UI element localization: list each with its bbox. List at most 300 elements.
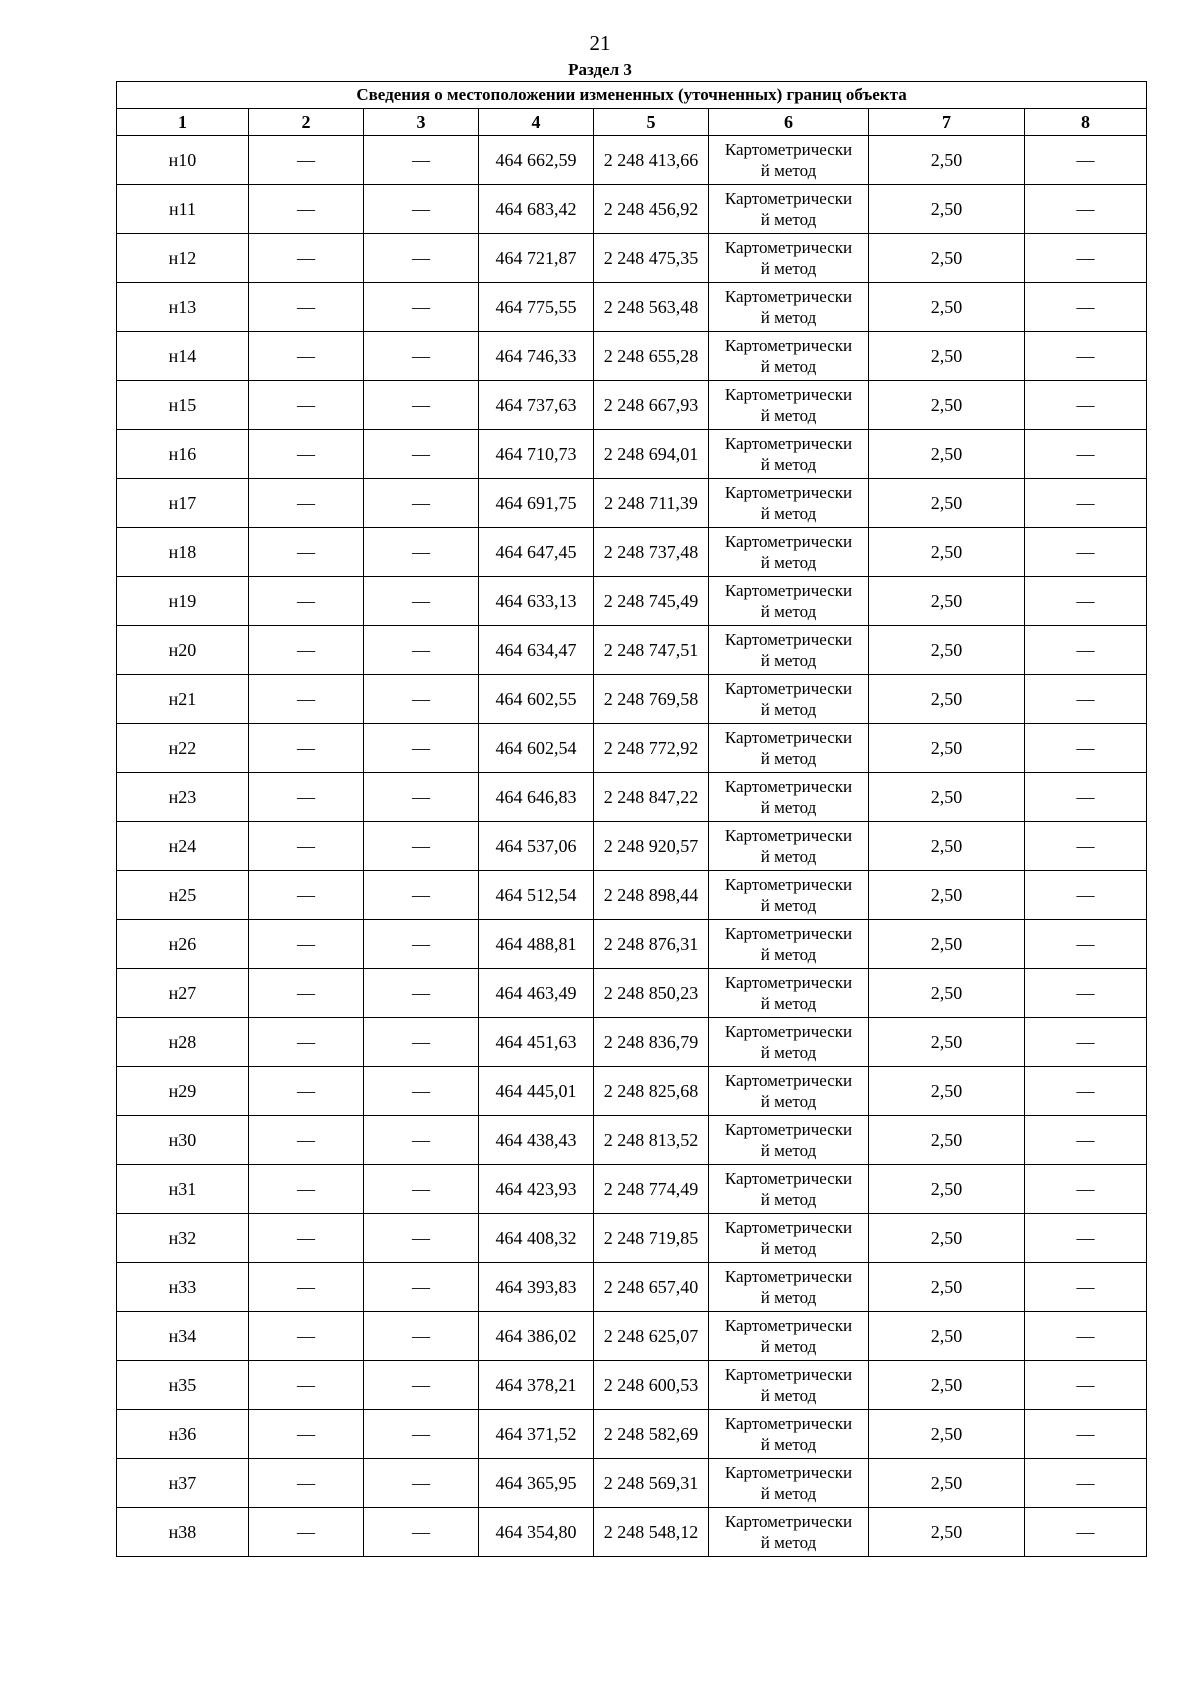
method-text-line-2: й метод [760, 1484, 817, 1503]
table-row [117, 332, 1147, 381]
y-coordinate-cell: 2 248 747,51 [594, 626, 709, 675]
point-name-cell: н12 [117, 234, 249, 283]
method-text-line-2: й метод [760, 1092, 817, 1111]
accuracy-cell: 2,50 [869, 381, 1025, 430]
column-3-cell: — [364, 1263, 479, 1312]
method-cell [709, 920, 869, 969]
table-row [117, 528, 1147, 577]
point-name-cell: н14 [117, 332, 249, 381]
table-row [117, 1067, 1147, 1116]
accuracy-cell: 2,50 [869, 1214, 1025, 1263]
y-coordinate-cell: 2 248 413,66 [594, 136, 709, 185]
accuracy-cell: 2,50 [869, 626, 1025, 675]
method-text-line-2: й метод [760, 259, 817, 278]
method-cell [709, 969, 869, 1018]
point-name-cell: н30 [117, 1116, 249, 1165]
method-text-line-1: Картометрически [724, 1169, 853, 1188]
accuracy-cell: 2,50 [869, 185, 1025, 234]
column-3-cell: — [364, 1018, 479, 1067]
x-coordinate-cell: 464 386,02 [479, 1312, 594, 1361]
x-coordinate-cell: 464 378,21 [479, 1361, 594, 1410]
column-3-cell: — [364, 528, 479, 577]
table-row [117, 1165, 1147, 1214]
method-text-line-1: Картометрически [724, 1365, 853, 1384]
y-coordinate-cell: 2 248 745,49 [594, 577, 709, 626]
column-2-cell: — [249, 1214, 364, 1263]
method-cell [709, 1312, 869, 1361]
point-name-cell: н32 [117, 1214, 249, 1263]
method-text-line-2: й метод [760, 455, 817, 474]
column-3-cell: — [364, 1361, 479, 1410]
x-coordinate-cell: 464 512,54 [479, 871, 594, 920]
method-text-line-2: й метод [760, 1337, 817, 1356]
method-text-line-1: Картометрически [724, 238, 853, 257]
column-2-cell: — [249, 1116, 364, 1165]
column-2-cell: — [249, 1410, 364, 1459]
method-text-line-1: Картометрически [724, 1120, 853, 1139]
method-text-line-1: Картометрически [724, 728, 853, 747]
point-name-cell: н29 [117, 1067, 249, 1116]
x-coordinate-cell: 464 371,52 [479, 1410, 594, 1459]
x-coordinate-cell: 464 737,63 [479, 381, 594, 430]
method-cell [709, 1361, 869, 1410]
method-cell [709, 136, 869, 185]
accuracy-cell: 2,50 [869, 430, 1025, 479]
column-2-cell: — [249, 626, 364, 675]
method-text-line-1: Картометрически [724, 532, 853, 551]
accuracy-cell: 2,50 [869, 1312, 1025, 1361]
column-3-cell: — [364, 871, 479, 920]
method-text-line-1: Картометрически [724, 1316, 853, 1335]
method-cell [709, 675, 869, 724]
table-row [117, 381, 1147, 430]
table-row [117, 283, 1147, 332]
column-8-cell: — [1025, 724, 1147, 773]
column-3-cell: — [364, 283, 479, 332]
column-number: 2 [249, 109, 364, 136]
table-caption-row [117, 82, 1147, 109]
point-name-cell: н17 [117, 479, 249, 528]
y-coordinate-cell: 2 248 667,93 [594, 381, 709, 430]
column-8-cell: — [1025, 136, 1147, 185]
method-text-line-1: Картометрически [724, 1267, 853, 1286]
column-3-cell: — [364, 234, 479, 283]
column-3-cell: — [364, 1165, 479, 1214]
method-text-line-2: й метод [760, 1141, 817, 1160]
point-name-cell: н15 [117, 381, 249, 430]
column-3-cell: — [364, 479, 479, 528]
x-coordinate-cell: 464 365,95 [479, 1459, 594, 1508]
column-2-cell: — [249, 1459, 364, 1508]
table-row [117, 626, 1147, 675]
accuracy-cell: 2,50 [869, 871, 1025, 920]
point-name-cell: н10 [117, 136, 249, 185]
method-text-line-2: й метод [760, 357, 817, 376]
accuracy-cell: 2,50 [869, 332, 1025, 381]
point-name-cell: н11 [117, 185, 249, 234]
accuracy-cell: 2,50 [869, 724, 1025, 773]
x-coordinate-cell: 464 647,45 [479, 528, 594, 577]
method-text-line-2: й метод [760, 896, 817, 915]
column-8-cell: — [1025, 430, 1147, 479]
column-3-cell: — [364, 1459, 479, 1508]
y-coordinate-cell: 2 248 655,28 [594, 332, 709, 381]
column-number: 8 [1025, 109, 1147, 136]
y-coordinate-cell: 2 248 711,39 [594, 479, 709, 528]
column-2-cell: — [249, 430, 364, 479]
column-3-cell: — [364, 381, 479, 430]
x-coordinate-cell: 464 393,83 [479, 1263, 594, 1312]
column-8-cell: — [1025, 528, 1147, 577]
method-text-line-2: й метод [760, 945, 817, 964]
y-coordinate-cell: 2 248 548,12 [594, 1508, 709, 1557]
column-8-cell: — [1025, 675, 1147, 724]
method-text-line-1: Картометрически [724, 140, 853, 159]
column-2-cell: — [249, 577, 364, 626]
accuracy-cell: 2,50 [869, 969, 1025, 1018]
column-8-cell: — [1025, 577, 1147, 626]
method-cell [709, 1165, 869, 1214]
table-row [117, 724, 1147, 773]
column-8-cell: — [1025, 1459, 1147, 1508]
column-2-cell: — [249, 283, 364, 332]
y-coordinate-cell: 2 248 694,01 [594, 430, 709, 479]
column-3-cell: — [364, 1067, 479, 1116]
table-row [117, 185, 1147, 234]
accuracy-cell: 2,50 [869, 1067, 1025, 1116]
y-coordinate-cell: 2 248 582,69 [594, 1410, 709, 1459]
table-row [117, 1361, 1147, 1410]
x-coordinate-cell: 464 634,47 [479, 626, 594, 675]
column-3-cell: — [364, 577, 479, 626]
method-text-line-2: й метод [760, 161, 817, 180]
method-cell [709, 528, 869, 577]
x-coordinate-cell: 464 691,75 [479, 479, 594, 528]
column-8-cell: — [1025, 1165, 1147, 1214]
method-text-line-1: Картометрически [724, 875, 853, 894]
method-text-line-2: й метод [760, 994, 817, 1013]
x-coordinate-cell: 464 646,83 [479, 773, 594, 822]
column-8-cell: — [1025, 871, 1147, 920]
column-3-cell: — [364, 920, 479, 969]
column-2-cell: — [249, 1263, 364, 1312]
column-2-cell: — [249, 234, 364, 283]
y-coordinate-cell: 2 248 825,68 [594, 1067, 709, 1116]
column-2-cell: — [249, 1165, 364, 1214]
x-coordinate-cell: 464 438,43 [479, 1116, 594, 1165]
method-text-line-2: й метод [760, 1190, 817, 1209]
column-2-cell: — [249, 381, 364, 430]
table-row [117, 136, 1147, 185]
accuracy-cell: 2,50 [869, 1018, 1025, 1067]
table-caption: Сведения о местоположении измененных (уточненных) границ объекта [117, 82, 1147, 109]
accuracy-cell: 2,50 [869, 136, 1025, 185]
accuracy-cell: 2,50 [869, 1165, 1025, 1214]
method-cell [709, 1263, 869, 1312]
point-name-cell: н27 [117, 969, 249, 1018]
method-cell [709, 185, 869, 234]
accuracy-cell: 2,50 [869, 283, 1025, 332]
column-2-cell: — [249, 528, 364, 577]
point-name-cell: н36 [117, 1410, 249, 1459]
column-number: 5 [594, 109, 709, 136]
accuracy-cell: 2,50 [869, 234, 1025, 283]
table-row [117, 675, 1147, 724]
method-text-line-1: Картометрически [724, 630, 853, 649]
method-text-line-2: й метод [760, 308, 817, 327]
point-name-cell: н18 [117, 528, 249, 577]
method-text-line-1: Картометрически [724, 973, 853, 992]
method-text-line-1: Картометрически [724, 1218, 853, 1237]
table-body [117, 136, 1147, 1557]
method-text-line-2: й метод [760, 210, 817, 229]
x-coordinate-cell: 464 463,49 [479, 969, 594, 1018]
point-name-cell: н21 [117, 675, 249, 724]
method-text-line-2: й метод [760, 847, 817, 866]
column-8-cell: — [1025, 1361, 1147, 1410]
column-8-cell: — [1025, 1410, 1147, 1459]
point-name-cell: н13 [117, 283, 249, 332]
accuracy-cell: 2,50 [869, 1361, 1025, 1410]
table-row [117, 1312, 1147, 1361]
accuracy-cell: 2,50 [869, 528, 1025, 577]
column-3-cell: — [364, 332, 479, 381]
column-8-cell: — [1025, 1214, 1147, 1263]
method-text-line-1: Картометрически [724, 189, 853, 208]
x-coordinate-cell: 464 488,81 [479, 920, 594, 969]
table-row [117, 1263, 1147, 1312]
x-coordinate-cell: 464 445,01 [479, 1067, 594, 1116]
y-coordinate-cell: 2 248 836,79 [594, 1018, 709, 1067]
table-row [117, 430, 1147, 479]
y-coordinate-cell: 2 248 456,92 [594, 185, 709, 234]
column-8-cell: — [1025, 969, 1147, 1018]
accuracy-cell: 2,50 [869, 920, 1025, 969]
x-coordinate-cell: 464 602,54 [479, 724, 594, 773]
table-row [117, 920, 1147, 969]
y-coordinate-cell: 2 248 850,23 [594, 969, 709, 1018]
column-8-cell: — [1025, 626, 1147, 675]
accuracy-cell: 2,50 [869, 1116, 1025, 1165]
method-text-line-2: й метод [760, 406, 817, 425]
method-cell [709, 479, 869, 528]
method-text-line-1: Картометрически [724, 1071, 853, 1090]
x-coordinate-cell: 464 710,73 [479, 430, 594, 479]
method-text-line-2: й метод [760, 700, 817, 719]
column-8-cell: — [1025, 234, 1147, 283]
accuracy-cell: 2,50 [869, 479, 1025, 528]
column-2-cell: — [249, 773, 364, 822]
column-2-cell: — [249, 871, 364, 920]
column-2-cell: — [249, 1018, 364, 1067]
column-2-cell: — [249, 969, 364, 1018]
accuracy-cell: 2,50 [869, 577, 1025, 626]
y-coordinate-cell: 2 248 772,92 [594, 724, 709, 773]
column-number: 1 [117, 109, 249, 136]
table-row [117, 773, 1147, 822]
method-cell [709, 332, 869, 381]
table-row [117, 1214, 1147, 1263]
method-text-line-1: Картометрически [724, 777, 853, 796]
table-row [117, 577, 1147, 626]
y-coordinate-cell: 2 248 600,53 [594, 1361, 709, 1410]
point-name-cell: н33 [117, 1263, 249, 1312]
method-text-line-1: Картометрически [724, 1022, 853, 1041]
method-text-line-2: й метод [760, 553, 817, 572]
column-2-cell: — [249, 675, 364, 724]
method-cell [709, 1508, 869, 1557]
method-text-line-2: й метод [760, 651, 817, 670]
x-coordinate-cell: 464 354,80 [479, 1508, 594, 1557]
method-text-line-2: й метод [760, 1435, 817, 1454]
y-coordinate-cell: 2 248 737,48 [594, 528, 709, 577]
method-text-line-1: Картометрически [724, 1512, 853, 1531]
column-8-cell: — [1025, 381, 1147, 430]
table-row [117, 479, 1147, 528]
column-3-cell: — [364, 1116, 479, 1165]
column-8-cell: — [1025, 1508, 1147, 1557]
method-text-line-2: й метод [760, 602, 817, 621]
column-8-cell: — [1025, 773, 1147, 822]
method-text-line-1: Картометрически [724, 924, 853, 943]
column-3-cell: — [364, 969, 479, 1018]
column-3-cell: — [364, 773, 479, 822]
column-3-cell: — [364, 136, 479, 185]
column-8-cell: — [1025, 1018, 1147, 1067]
column-number: 6 [709, 109, 869, 136]
method-text-line-2: й метод [760, 1043, 817, 1062]
section-title: Раздел 3 [568, 60, 632, 79]
point-name-cell: н19 [117, 577, 249, 626]
table-row [117, 822, 1147, 871]
method-text-line-1: Картометрически [724, 385, 853, 404]
table-row [117, 1459, 1147, 1508]
column-8-cell: — [1025, 185, 1147, 234]
column-3-cell: — [364, 1312, 479, 1361]
column-8-cell: — [1025, 1116, 1147, 1165]
method-text-line-2: й метод [760, 1239, 817, 1258]
point-name-cell: н38 [117, 1508, 249, 1557]
x-coordinate-cell: 464 423,93 [479, 1165, 594, 1214]
x-coordinate-cell: 464 537,06 [479, 822, 594, 871]
x-coordinate-cell: 464 451,63 [479, 1018, 594, 1067]
method-cell [709, 724, 869, 773]
point-name-cell: н25 [117, 871, 249, 920]
method-cell [709, 626, 869, 675]
column-number: 3 [364, 109, 479, 136]
accuracy-cell: 2,50 [869, 1508, 1025, 1557]
column-3-cell: — [364, 185, 479, 234]
y-coordinate-cell: 2 248 625,07 [594, 1312, 709, 1361]
x-coordinate-cell: 464 721,87 [479, 234, 594, 283]
method-text-line-1: Картометрически [724, 434, 853, 453]
method-text-line-2: й метод [760, 1386, 817, 1405]
method-text-line-2: й метод [760, 1533, 817, 1552]
x-coordinate-cell: 464 683,42 [479, 185, 594, 234]
table-row [117, 871, 1147, 920]
point-name-cell: н37 [117, 1459, 249, 1508]
method-text-line-1: Картометрически [724, 679, 853, 698]
x-coordinate-cell: 464 775,55 [479, 283, 594, 332]
method-cell [709, 1116, 869, 1165]
column-8-cell: — [1025, 479, 1147, 528]
table-row [117, 1410, 1147, 1459]
method-text-line-1: Картометрически [724, 1414, 853, 1433]
table-row [117, 234, 1147, 283]
column-2-cell: — [249, 920, 364, 969]
y-coordinate-cell: 2 248 847,22 [594, 773, 709, 822]
x-coordinate-cell: 464 408,32 [479, 1214, 594, 1263]
table-row [117, 1116, 1147, 1165]
column-3-cell: — [364, 822, 479, 871]
column-3-cell: — [364, 1508, 479, 1557]
method-text-line-1: Картометрически [724, 1463, 853, 1482]
method-cell [709, 430, 869, 479]
column-3-cell: — [364, 1410, 479, 1459]
column-2-cell: — [249, 822, 364, 871]
point-name-cell: н24 [117, 822, 249, 871]
point-name-cell: н16 [117, 430, 249, 479]
accuracy-cell: 2,50 [869, 1263, 1025, 1312]
accuracy-cell: 2,50 [869, 1459, 1025, 1508]
column-2-cell: — [249, 185, 364, 234]
x-coordinate-cell: 464 602,55 [479, 675, 594, 724]
method-cell [709, 234, 869, 283]
x-coordinate-cell: 464 633,13 [479, 577, 594, 626]
method-text-line-2: й метод [760, 504, 817, 523]
method-text-line-2: й метод [760, 1288, 817, 1307]
point-name-cell: н35 [117, 1361, 249, 1410]
page-number: 21 [589, 31, 611, 55]
column-3-cell: — [364, 1214, 479, 1263]
point-name-cell: н26 [117, 920, 249, 969]
y-coordinate-cell: 2 248 920,57 [594, 822, 709, 871]
accuracy-cell: 2,50 [869, 1410, 1025, 1459]
point-name-cell: н20 [117, 626, 249, 675]
column-2-cell: — [249, 479, 364, 528]
y-coordinate-cell: 2 248 898,44 [594, 871, 709, 920]
accuracy-cell: 2,50 [869, 773, 1025, 822]
method-text-line-1: Картометрически [724, 581, 853, 600]
y-coordinate-cell: 2 248 563,48 [594, 283, 709, 332]
method-cell [709, 1459, 869, 1508]
method-cell [709, 773, 869, 822]
method-cell [709, 1410, 869, 1459]
column-3-cell: — [364, 724, 479, 773]
method-cell [709, 871, 869, 920]
x-coordinate-cell: 464 746,33 [479, 332, 594, 381]
y-coordinate-cell: 2 248 569,31 [594, 1459, 709, 1508]
column-8-cell: — [1025, 1263, 1147, 1312]
method-text-line-2: й метод [760, 798, 817, 817]
column-3-cell: — [364, 675, 479, 724]
column-8-cell: — [1025, 920, 1147, 969]
column-2-cell: — [249, 724, 364, 773]
column-2-cell: — [249, 1508, 364, 1557]
table-row [117, 1018, 1147, 1067]
point-name-cell: н34 [117, 1312, 249, 1361]
column-8-cell: — [1025, 1312, 1147, 1361]
column-8-cell: — [1025, 822, 1147, 871]
method-cell [709, 283, 869, 332]
method-text-line-1: Картометрически [724, 826, 853, 845]
column-8-cell: — [1025, 283, 1147, 332]
column-number: 7 [869, 109, 1025, 136]
column-2-cell: — [249, 1067, 364, 1116]
accuracy-cell: 2,50 [869, 822, 1025, 871]
x-coordinate-cell: 464 662,59 [479, 136, 594, 185]
y-coordinate-cell: 2 248 813,52 [594, 1116, 709, 1165]
